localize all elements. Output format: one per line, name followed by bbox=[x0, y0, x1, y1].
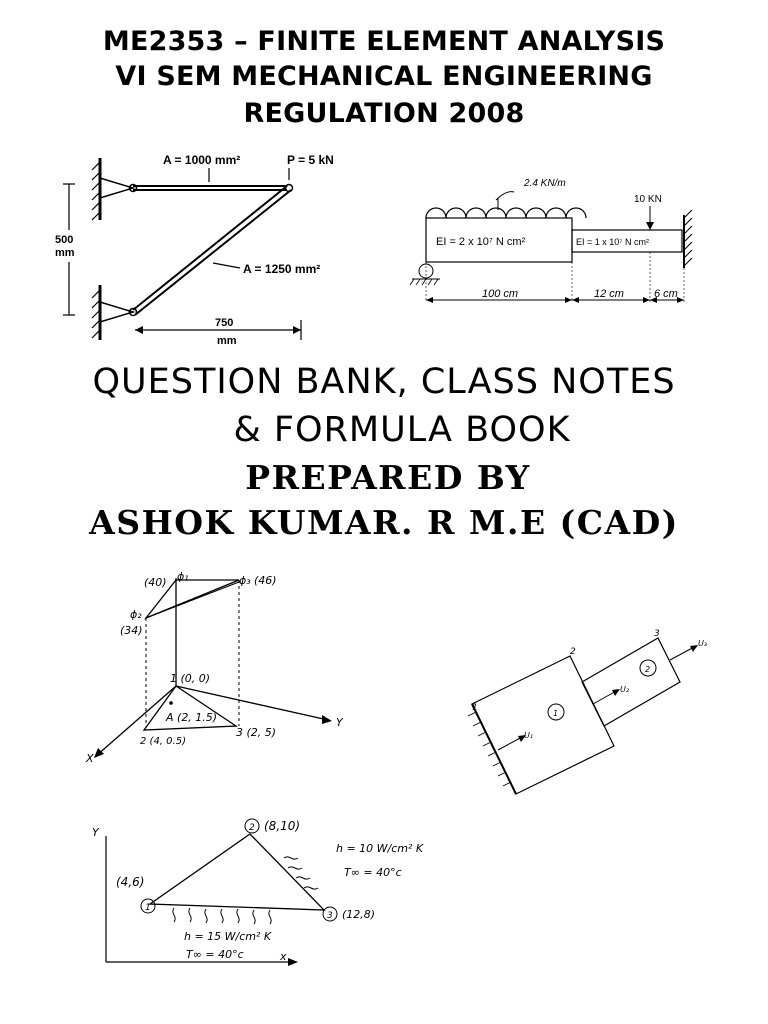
axis-y-label: Y bbox=[336, 716, 343, 729]
span-3-label: 6 cm bbox=[654, 288, 678, 300]
diagonal-area-label: A = 1250 mm² bbox=[243, 262, 321, 276]
heat-axis-x-label: x bbox=[280, 950, 287, 963]
bar-node3-label: 3 bbox=[654, 629, 660, 639]
book-title-line2: & FORMULA BOOK bbox=[233, 410, 571, 450]
u1-label: U₁ bbox=[524, 731, 534, 740]
beam-figure bbox=[406, 170, 706, 315]
phi2-label: ϕ₂ bbox=[130, 608, 142, 621]
triangle-interpolation-figure bbox=[84, 568, 364, 768]
u2-label: U₂ bbox=[620, 685, 630, 694]
u3-label: U₃ bbox=[698, 639, 708, 648]
h-top-label: h = 10 W/cm² K bbox=[336, 842, 424, 855]
load-label: P = 5 kN bbox=[287, 153, 334, 167]
span-1-label: 100 cm bbox=[482, 288, 519, 300]
node2-label: 2 (4, 0.5) bbox=[140, 736, 186, 747]
heat-node2-label: 2 bbox=[249, 823, 255, 833]
course-title: ME2353 – FINITE ELEMENT ANALYSIS bbox=[102, 26, 666, 57]
height-unit: mm bbox=[55, 247, 75, 259]
phi1-value: (40) bbox=[144, 576, 167, 589]
element1-label: 1 bbox=[553, 709, 559, 718]
heat-node1-label: 1 bbox=[145, 903, 151, 913]
point-load-label: 10 KN bbox=[634, 194, 662, 205]
udl-label: 2.4 KN/m bbox=[524, 178, 566, 189]
heat-axis-y-label: Y bbox=[92, 826, 99, 839]
heat-node2-coord: (8,10) bbox=[264, 819, 301, 833]
stepped-bar-figure bbox=[458, 624, 718, 804]
heat-transfer-figure bbox=[84, 812, 504, 972]
phi3-label: ϕ₃ bbox=[239, 574, 251, 587]
t-top-label: T∞ = 40°c bbox=[344, 866, 402, 879]
point-a-label: A (2, 1.5) bbox=[166, 711, 218, 724]
heat-node3-coord: (12,8) bbox=[342, 908, 376, 921]
phi3-value: (46) bbox=[254, 574, 277, 587]
h-bottom-label: h = 15 W/cm² K bbox=[184, 930, 272, 943]
bar-node1-label: 1 bbox=[472, 703, 478, 713]
phi2-value: (34) bbox=[120, 624, 143, 637]
width-value: 750 bbox=[215, 317, 234, 329]
truss-figure bbox=[55, 150, 365, 350]
element2-label: 2 bbox=[645, 665, 651, 674]
top-area-label: A = 1000 mm² bbox=[163, 153, 241, 167]
node1-label: 1 (0, 0) bbox=[170, 672, 211, 685]
height-value: 500 bbox=[55, 234, 74, 246]
heat-node3-label: 3 bbox=[327, 911, 333, 921]
semester-line: VI SEM MECHANICAL ENGINEERING bbox=[115, 61, 653, 92]
node3-label: 3 (2, 5) bbox=[236, 726, 277, 739]
author-name: ASHOK KUMAR. R M.E (CAD) bbox=[89, 503, 679, 542]
ei-left-label: EI = 2 x 10⁷ N cm² bbox=[436, 236, 526, 248]
book-title-line1: QUESTION BANK, CLASS NOTES bbox=[92, 362, 676, 402]
t-bottom-label: T∞ = 40°c bbox=[186, 948, 244, 961]
width-unit: mm bbox=[217, 335, 237, 347]
prepared-by-label: PREPARED BY bbox=[245, 458, 531, 497]
span-2-label: 12 cm bbox=[594, 288, 624, 300]
heat-node1-coord: (4,6) bbox=[116, 875, 145, 889]
regulation-line: REGULATION 2008 bbox=[243, 98, 525, 129]
phi1-label: ϕ₁ bbox=[177, 570, 189, 583]
ei-right-label: EI = 1 x 10⁷ N cm² bbox=[576, 237, 650, 247]
bar-node2-label: 2 bbox=[570, 647, 576, 657]
axis-x-label: X bbox=[86, 752, 94, 765]
